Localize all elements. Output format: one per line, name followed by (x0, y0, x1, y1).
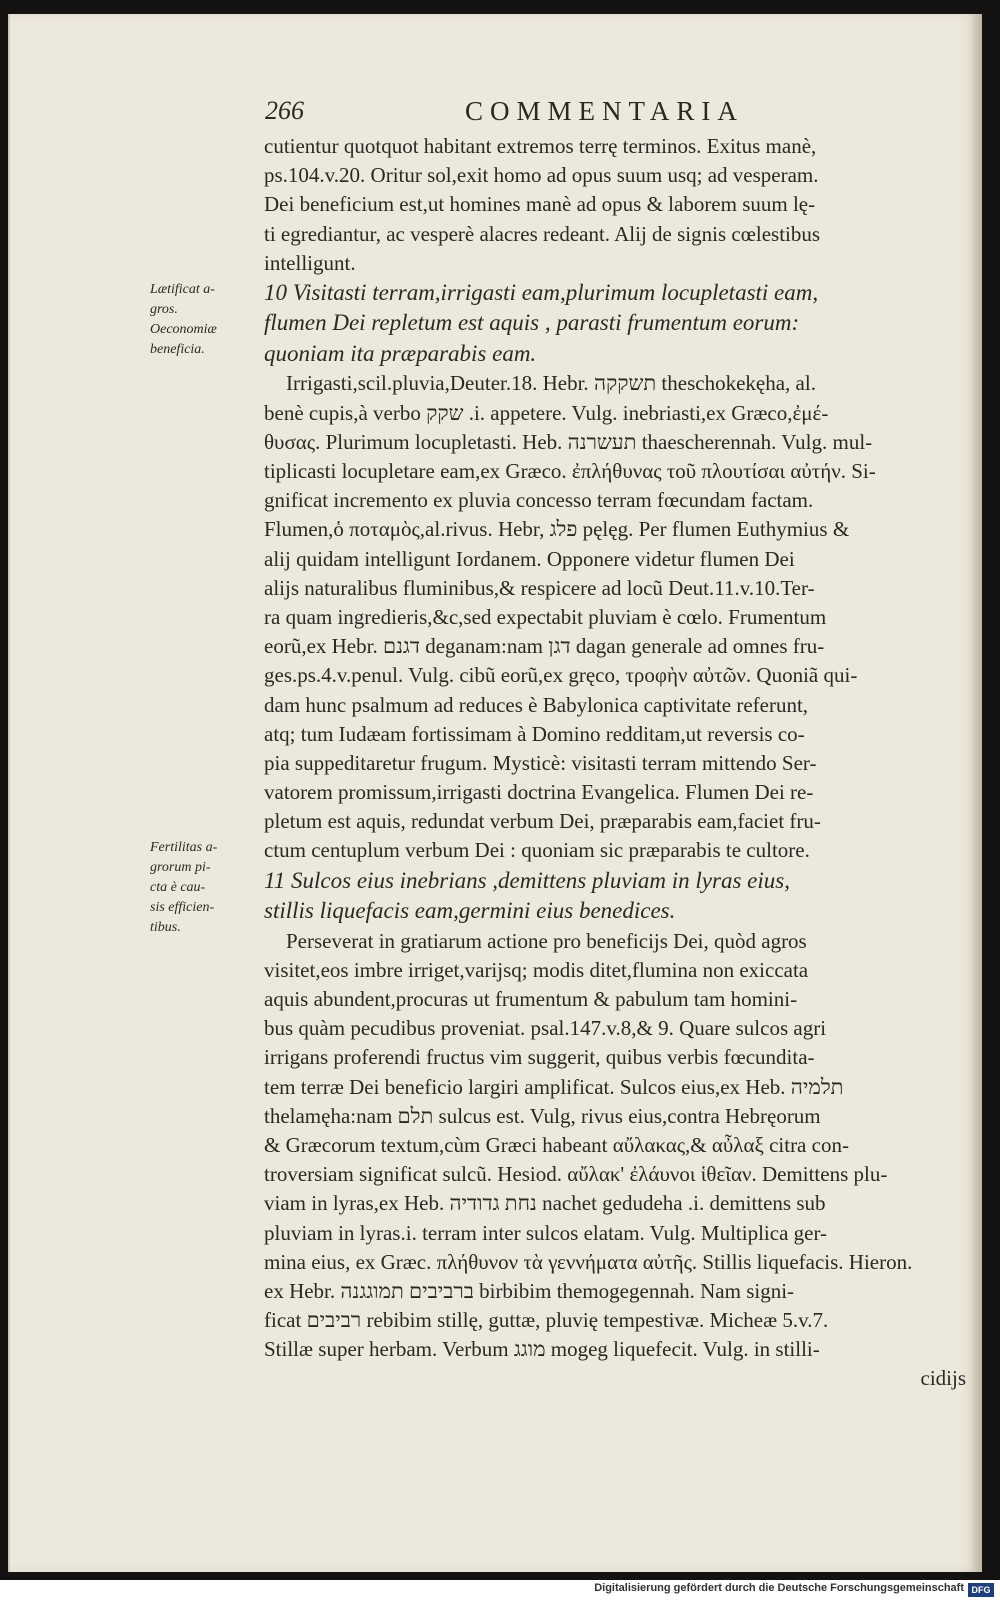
running-head (265, 96, 825, 130)
text-line: ps.104.v.20. Oritur sol,exit homo ad opus suum usq; ad vesperam. (264, 163, 819, 188)
text-line: Stillæ super herbam. Verbum מוגג mogeg liquefecit. Vulg. in stilli- (264, 1337, 820, 1362)
verse-line: 10 Visitasti terram,irrigasti eam,plurimum locupletasti eam, (264, 279, 819, 305)
text-line: vatorem promissum,irrigasti doctrina Evangelica. Flumen Dei re- (264, 780, 814, 805)
text-line: bus quàm pecudibus proveniat. psal.147.v.8,& 9. Quare sulcos agri (264, 1016, 827, 1041)
text-line: ti egrediantur, ac vesperè alacres redeant. Alij de signis cœlestibus (264, 221, 821, 246)
text-line: intelligunt. (264, 250, 356, 275)
text-line: ra quam ingredieris,&c,sed expectabit pluviam è cœlo. Frumentum (264, 604, 827, 629)
dfg-logo-icon: DFG (968, 1583, 994, 1597)
margin-note-line: cta è cau- (150, 880, 206, 895)
text-line: tiplicasti locupletare eam,ex Græco. ἐπλήθυνας τοῦ πλουτίσαι αὐτήν. Si- (264, 459, 876, 483)
text-line: alij quidam intelligunt Iordanem. Opponere videtur flumen Dei (264, 546, 795, 571)
text-line: dam hunc psalmum ad reduces è Babylonica captivitate referunt, (264, 692, 809, 717)
verse-line: flumen Dei repletum est aquis , parasti frumentum eorum: (264, 310, 800, 336)
funding-credit: Digitalisierung gefördert durch die Deutsche Forschungsgemeinschaft (594, 1582, 964, 1594)
text-line: Irrigasti,scil.pluvia,Deuter.18. Hebr. תשקקה theschokekęha, al. (286, 371, 816, 396)
text-line: & Græcorum textum,cùm Græci habeant αὔλακας,& αὖλαξ citra con- (264, 1132, 849, 1157)
text-line: alijs naturalibus fluminibus,& respicere ad locũ Deut.11.v.10.Ter- (264, 575, 815, 600)
margin-note-line: Oeconomiæ (150, 322, 217, 337)
text-line: Perseverat in gratiarum actione pro beneficijs Dei, quòd agros (286, 928, 807, 953)
text-line: tem terræ Dei beneficio largiri amplificat. Sulcos eius,ex Heb. תלמיה (264, 1074, 844, 1099)
margin-note-line: beneficia. (150, 342, 205, 357)
digitization-footer (0, 1580, 1000, 1601)
text-line: atq; tum Iudæam fortissimam à Domino redditam,ut reversis co- (264, 721, 805, 746)
verse-line: stillis liquefacis eam,germini eius benedices. (264, 898, 676, 924)
margin-note-line: grorum pi- (150, 860, 211, 875)
margin-note-laetificat (150, 280, 258, 360)
text-line: Flumen,ὁ ποταμὸς,al.rivus. Hebr, פלג pęlęg. Per flumen Euthymius & (264, 517, 850, 542)
margin-note-line: Lætificat a- (150, 282, 215, 297)
page-number: 266 (265, 96, 304, 125)
text-line: cidijs (920, 1366, 966, 1391)
text-line: thelamęha:nam תלם sulcus est. Vulg, rivus eius,contra Hebręorum (264, 1103, 821, 1128)
margin-note-line: sis efficien- (150, 900, 215, 915)
text-line: visitet,eos imbre irriget,varijsq; modis ditet,flumina non exiccata (264, 957, 809, 982)
margin-note-fertilitas (150, 838, 258, 938)
text-line: Dei beneficium est,ut homines manè ad opus & laborem suum lę- (264, 192, 816, 217)
text-line: ex Hebr. ברביבים תמוגגנה birbibim themogegennah. Nam signi- (264, 1278, 795, 1303)
margin-note-line: gros. (150, 302, 178, 317)
text-line: pletum est aquis, redundat verbum Dei, præparabis eam,faciet fru- (264, 809, 821, 834)
verse-line: 11 Sulcos eius inebrians ,demittens pluviam in lyras eius, (264, 867, 790, 893)
verse-line: quoniam ita præparabis eam. (264, 340, 537, 366)
text-line: benè cupis,à verbo שקק .i. appetere. Vulg. inebriasti,ex Græco,ἐμέ- (264, 400, 829, 425)
text-line: ficat רביבים rebibim stillę, guttæ, pluvię tempestivæ. Micheæ 5.v.7. (264, 1308, 829, 1333)
text-line: pluviam in lyras.i. terram inter sulcos elatam. Vulg. Multiplica ger- (264, 1220, 828, 1245)
text-line: irrigans proferendi fructus vim suggerit, quibus verbis fœcundita- (264, 1045, 815, 1070)
margin-note-line: Fertilitas a- (150, 840, 218, 855)
margin-note-line: tibus. (150, 920, 181, 935)
text-line: pia suppeditaretur frugum. Mysticè: visitasti terram mittendo Ser- (264, 750, 817, 775)
text-line: gnificat incremento ex pluvia concesso terram fœcundam factam. (264, 488, 814, 513)
text-line: mina eius, ex Græc. πλήθυνον τὰ γεννήματα αὐτῆς. Stillis liquefacis. Hieron. (264, 1249, 913, 1274)
running-title: COMMENTARIA (465, 96, 744, 126)
text-line: ctum centuplum verbum Dei : quoniam sic præparabis te cultore. (264, 838, 810, 863)
page-fore-edge (972, 14, 982, 1572)
text-line: aquis abundent,procuras ut frumentum & pabulum tam homini- (264, 987, 798, 1011)
text-line: viam in lyras,ex Heb. נחת גדודיה nachet gedudeha .i. demittens sub (264, 1191, 826, 1216)
text-line: θυσας. Plurimum locupletasti. Heb. תעשרנה thaescherennah. Vulg. mul- (264, 429, 873, 454)
text-line: eorũ,ex Hebr. דגנם deganam:nam דגן dagan generale ad omnes fru- (264, 634, 825, 659)
text-line: troversiam significat sulcũ. Hesiod. αὔλακ' ἐλάυνοι ἱθεῖαν. Demittens plu- (264, 1162, 888, 1187)
commentary-text (264, 132, 966, 1394)
text-line: ges.ps.4.v.penul. Vulg. cibũ eorũ,ex gręco, τροφὴν αὐτῶν. Quoniã qui- (264, 663, 858, 688)
text-line: cutientur quotquot habitant extremos terrę terminos. Exitus manè, (264, 134, 817, 158)
